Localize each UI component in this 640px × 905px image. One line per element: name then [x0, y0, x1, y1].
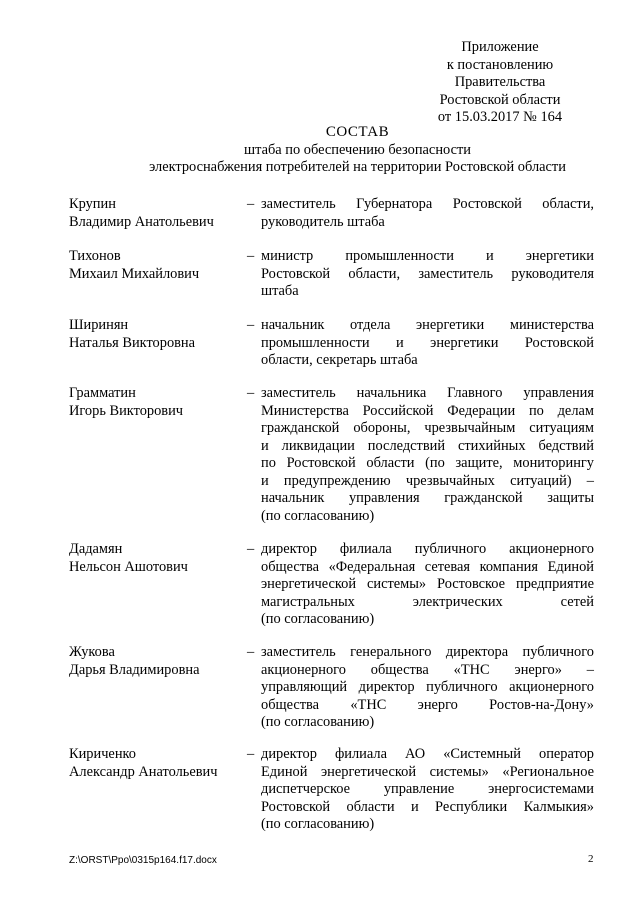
document-title: СОСТАВ — [325, 124, 390, 140]
role-line: диспетчерское управление энергосистемами — [261, 781, 594, 797]
dash-separator: – — [247, 248, 255, 264]
role-line: Единой энергетической системы» «Региональное — [261, 763, 594, 780]
role-line: промышленности и энергетики Ростовской — [261, 334, 594, 351]
member-surname: Дадамян — [69, 541, 123, 557]
role-line: гражданской обороны, чрезвычайным ситуациям — [261, 420, 594, 436]
member-surname: Грамматин — [69, 385, 136, 401]
member-role — [261, 317, 594, 370]
role-line: по Ростовской области (по защите, мониторингу — [261, 455, 594, 471]
footer-file-path: Z:\ORST\Ppo\0315p164.f17.docx — [69, 855, 217, 866]
role-line: общества «ТНС энерго Ростов-на-Дону» — [261, 696, 594, 713]
member-surname: Тихонов — [69, 248, 121, 264]
role-line: начальник управления гражданской защиты — [261, 490, 594, 506]
member-role — [261, 196, 594, 231]
member-given-name: Нельсон Ашотович — [69, 558, 188, 575]
dash-separator: – — [247, 317, 255, 333]
member-role — [261, 644, 594, 732]
member-name — [69, 644, 244, 679]
member-name — [69, 385, 244, 420]
role-line: штаба — [261, 283, 299, 299]
role-line: министр промышленности и энергетики — [261, 248, 594, 264]
member-given-name: Дарья Владимировна — [69, 661, 200, 678]
role-line: магистральных электрических сетей — [261, 593, 594, 610]
page-number: 2 — [588, 853, 594, 865]
appendix-line: Ростовской области — [439, 91, 561, 108]
appendix-line: от 15.03.2017 № 164 — [437, 109, 563, 125]
role-line: директор филиала публичного акционерного — [261, 541, 594, 557]
role-line: (по согласованию) — [261, 816, 375, 832]
member-given-name: Наталья Викторовна — [69, 334, 196, 351]
member-role — [261, 385, 594, 525]
member-surname: Кириченко — [69, 746, 136, 762]
appendix-block — [425, 39, 575, 127]
role-line: (по согласованию) — [261, 714, 375, 730]
role-line: энергетической системы» Ростовское предприятие — [261, 576, 594, 592]
dash-separator: – — [247, 644, 255, 660]
document-heading — [60, 124, 640, 177]
member-given-name: Александр Анатольевич — [69, 763, 218, 780]
role-line: начальник отдела энергетики министерства — [261, 317, 594, 333]
role-line: и предупреждению чрезвычайных ситуаций) – — [261, 472, 594, 489]
dash-separator: – — [247, 541, 255, 557]
member-role — [261, 746, 594, 834]
role-line: (по согласованию) — [261, 611, 375, 627]
role-line: акционерного общества «ТНС энерго» – — [261, 661, 594, 678]
member-given-name: Михаил Михайлович — [69, 265, 200, 282]
member-surname: Ширинян — [69, 317, 129, 333]
dash-separator: – — [247, 746, 255, 762]
member-role — [261, 541, 594, 629]
document-subtitle-line: электроснабжения потребителей на территории Ростовской области — [149, 159, 566, 175]
member-name — [69, 746, 244, 781]
document-subtitle-line: штаба по обеспечению безопасности — [244, 141, 471, 158]
role-line: и ликвидации последствий стихийных бедствий — [261, 437, 594, 454]
member-role — [261, 248, 594, 301]
member-name — [69, 541, 244, 576]
role-line: Министерства Российской Федерации по делам — [261, 402, 594, 419]
role-line: общества «Федеральная сетевая компания Единой — [261, 558, 594, 575]
role-line: области, секретарь штаба — [261, 352, 418, 368]
member-surname: Жукова — [69, 644, 115, 660]
dash-separator: – — [247, 385, 255, 401]
role-line: заместитель генерального директора публичного — [261, 644, 594, 660]
role-line: руководитель штаба — [261, 213, 385, 230]
member-name — [69, 248, 244, 283]
member-given-name: Владимир Анатольевич — [69, 213, 214, 230]
member-given-name: Игорь Викторович — [69, 402, 184, 419]
member-name — [69, 317, 244, 352]
dash-separator: – — [247, 196, 255, 212]
role-line: заместитель Губернатора Ростовской области, — [261, 196, 594, 212]
role-line: заместитель начальника Главного управления — [261, 385, 594, 401]
role-line: директор филиала АО «Системный оператор — [261, 746, 594, 762]
appendix-line: к постановлению — [446, 56, 554, 73]
role-line: (по согласованию) — [261, 507, 375, 524]
appendix-line: Правительства — [454, 74, 546, 90]
role-line: Ростовской области, заместитель руководителя — [261, 265, 594, 282]
appendix-line: Приложение — [461, 39, 539, 55]
member-surname: Крупин — [69, 196, 116, 212]
role-line: управляющий директор публичного акционерного — [261, 679, 594, 695]
member-name — [69, 196, 244, 231]
role-line: Ростовской области и Республики Калмыкия» — [261, 798, 594, 815]
